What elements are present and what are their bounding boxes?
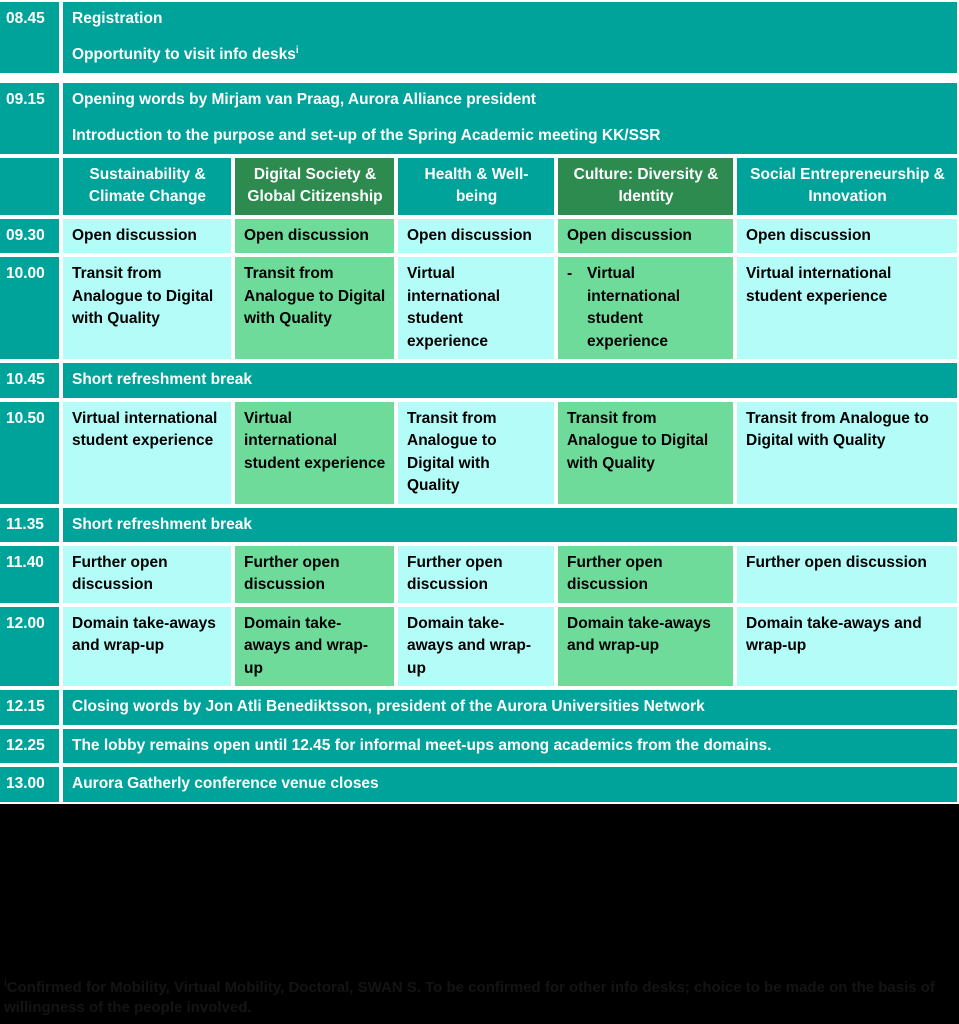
footnote-text: Confirmed for Mobility, Virtual Mobility, Doctoral, SWAN S. To be confirmed for other info desks; choice to be made on the basis of willingness of the people involved. (4, 979, 935, 1016)
session-cell: Open discussion (396, 217, 556, 255)
domain-header-sustainability: Sustainability & Climate Change (61, 156, 233, 217)
session-cell: Further open discussion (61, 544, 233, 605)
row-time-1140: 11.40 (0, 544, 61, 605)
table-row (0, 400, 959, 506)
row-time-1215: 12.15 (0, 688, 61, 726)
introduction-text: Introduction to the purpose and set-up of the Spring Academic meeting KK/SSR (72, 127, 661, 145)
table-row (0, 544, 959, 605)
row-content-0915 (61, 81, 959, 156)
venue-closes-row: Aurora Gatherly conference venue closes (61, 765, 959, 803)
table-row (0, 361, 959, 399)
session-cell: Domain take-aways and wrap-up (735, 605, 959, 688)
session-cell: Transit from Analogue to Digital with Quality (233, 255, 396, 361)
domain-header-row (0, 156, 959, 217)
break-row-1045: Short refreshment break (61, 361, 959, 399)
footnote-marker: i (295, 45, 299, 57)
session-cell: Virtual international student experience (61, 400, 233, 506)
domain-header-digital-society: Digital Society & Global Citizenship (233, 156, 396, 217)
info-desks-label: Opportunity to visit info desks (72, 46, 296, 64)
opening-words-text: Opening words by Mirjam van Praag, Aurora Alliance president (72, 90, 536, 108)
table-row (0, 727, 959, 765)
table-row (0, 765, 959, 803)
domain-header-culture: Culture: Diversity & Identity (556, 156, 735, 217)
break-row-1135: Short refreshment break (61, 506, 959, 544)
row-time-1050: 10.50 (0, 400, 61, 506)
row-time-1135: 11.35 (0, 506, 61, 544)
session-cell: Domain take-aways and wrap-up (556, 605, 735, 688)
session-cell: Further open discussion (556, 544, 735, 605)
table-row (0, 81, 959, 156)
bullet-item (567, 263, 725, 353)
table-row (0, 506, 959, 544)
table-row (0, 0, 959, 75)
row-time-1045: 10.45 (0, 361, 61, 399)
session-cell: Virtual international student experience (735, 255, 959, 361)
closing-words-row: Closing words by Jon Atli Benediktsson, president of the Aurora Universities Network (61, 688, 959, 726)
row-time-0845: 08.45 (0, 0, 61, 75)
table-row (0, 688, 959, 726)
bullet-label: Virtual international student experience (587, 265, 681, 350)
domain-header-time-blank (0, 156, 61, 217)
row-time-1225: 12.25 (0, 727, 61, 765)
session-cell: Transit from Analogue to Digital with Quality (61, 255, 233, 361)
session-cell: Open discussion (735, 217, 959, 255)
session-cell: Domain take-aways and wrap-up (396, 605, 556, 688)
row-time-0930: 09.30 (0, 217, 61, 255)
row-time-0915: 09.15 (0, 81, 61, 156)
domain-header-social-entrepreneurship: Social Entrepreneurship & Innovation (735, 156, 959, 217)
dash-bullet-icon: - (567, 265, 573, 283)
row-time-1000: 10.00 (0, 255, 61, 361)
row-content-0845 (61, 0, 959, 75)
session-cell: Open discussion (61, 217, 233, 255)
session-cell: Transit from Analogue to Digital with Quality (735, 400, 959, 506)
session-cell: Transit from Analogue to Digital with Quality (556, 400, 735, 506)
footnote (0, 978, 959, 1018)
lobby-row: The lobby remains open until 12.45 for informal meet-ups among academics from the domains. (61, 727, 959, 765)
session-cell: Open discussion (233, 217, 396, 255)
session-cell: Open discussion (556, 217, 735, 255)
row-time-1300: 13.00 (0, 765, 61, 803)
session-cell: Further open discussion (396, 544, 556, 605)
footnote-mark: i (4, 978, 7, 989)
session-cell: Virtual international student experience (396, 255, 556, 361)
row-time-1200: 12.00 (0, 605, 61, 688)
table-row (0, 217, 959, 255)
table-row (0, 605, 959, 688)
session-cell: Virtual international student experience (233, 400, 396, 506)
registration-text: Registration (72, 10, 163, 27)
domain-header-health: Health & Well-being (396, 156, 556, 217)
session-cell (556, 255, 735, 361)
session-cell: Domain take-aways and wrap-up (61, 605, 233, 688)
info-desks-text (72, 44, 949, 66)
session-cell: Further open discussion (233, 544, 396, 605)
table-row (0, 255, 959, 361)
session-cell: Domain take-aways and wrap-up (233, 605, 396, 688)
session-cell: Further open discussion (735, 544, 959, 605)
session-cell: Transit from Analogue to Digital with Quality (396, 400, 556, 506)
